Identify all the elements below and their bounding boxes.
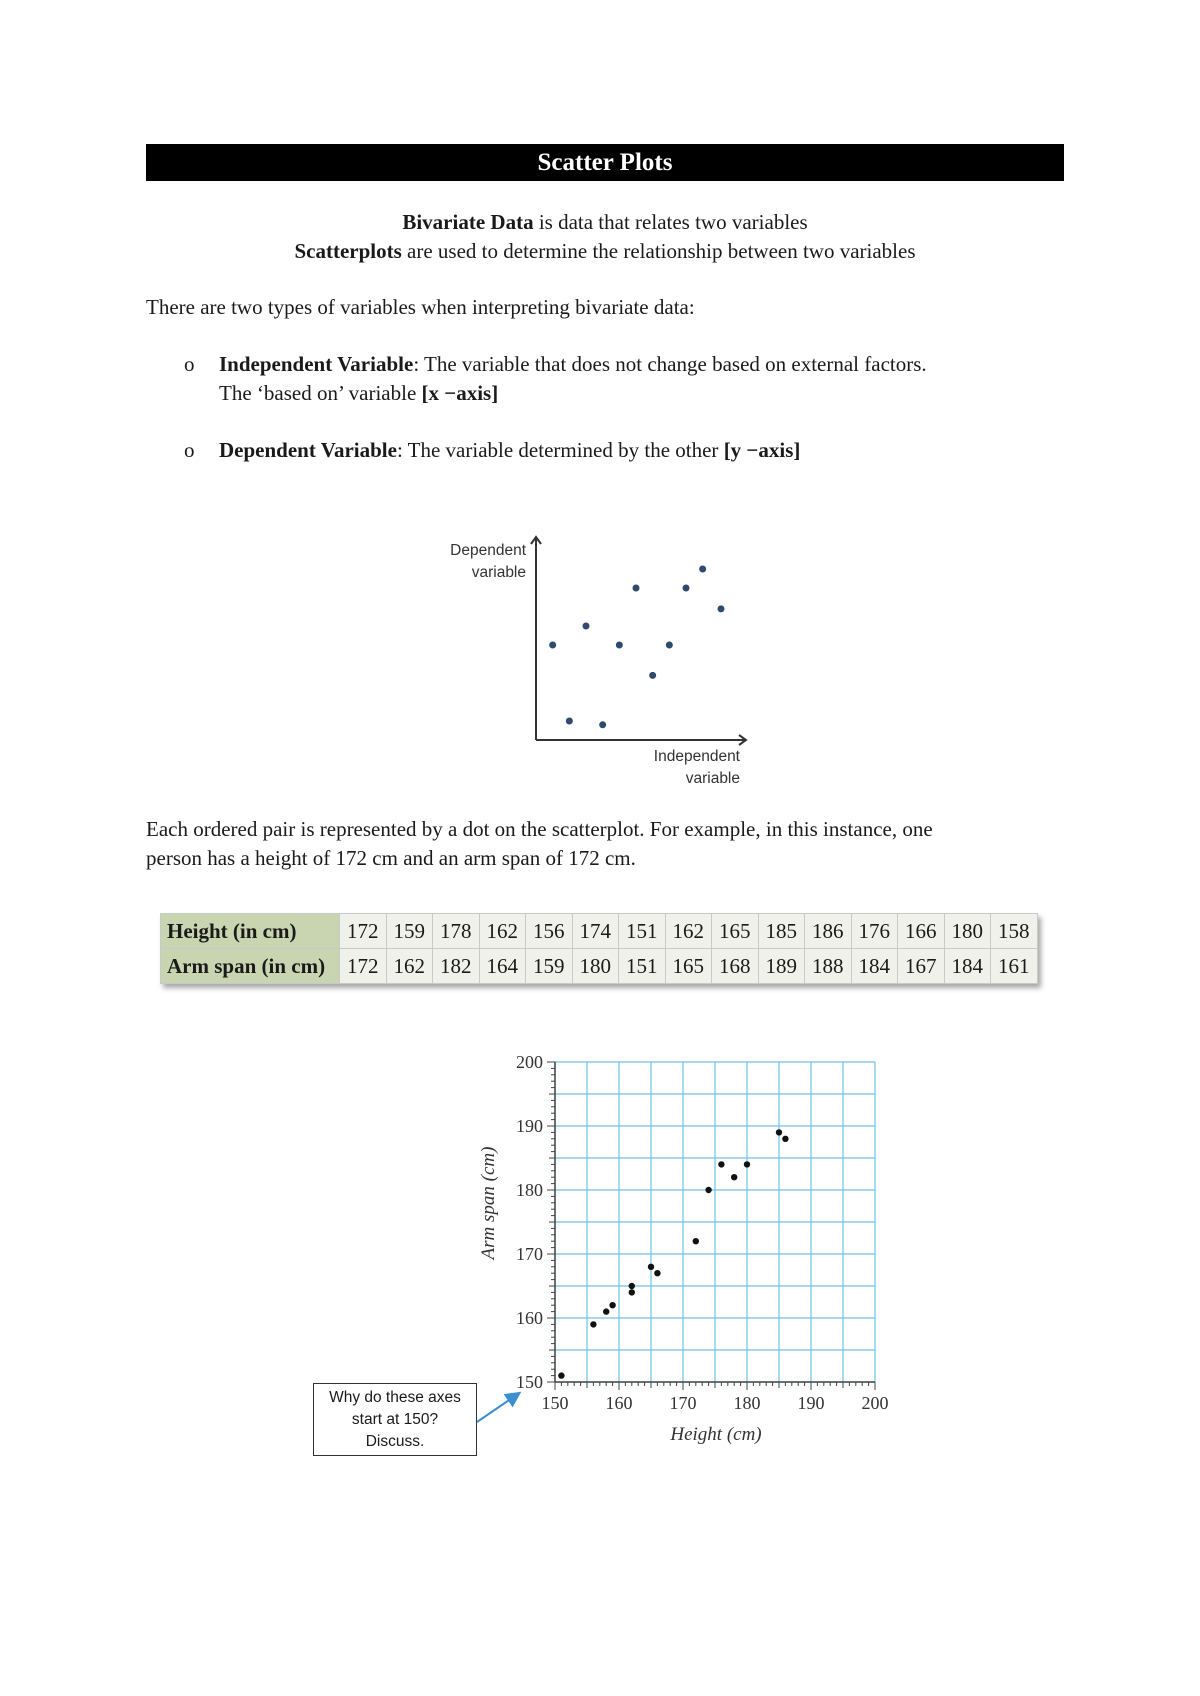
armspan-cell: 188 [805,949,852,984]
bullet-marker: o [184,438,195,462]
data-point [666,642,673,649]
data-point [609,1302,615,1308]
dependent-text: : The variable determined by the other [396,438,724,462]
callout-line-1: Why do these axes [329,1389,461,1406]
scatterplot-definition [146,237,1064,266]
y-tick-label: 150 [516,1372,543,1392]
height-cell: 158 [991,914,1038,949]
height-cell: 185 [758,914,805,949]
armspan-cell: 184 [851,949,898,984]
y-tick-label: 180 [516,1180,543,1200]
x-tick-label: 200 [861,1393,889,1413]
callout-line-3: Discuss. [365,1433,425,1450]
data-point [590,1321,596,1327]
armspan-cell: 172 [340,949,387,984]
x-axis-title-line2: variable [685,770,740,787]
height-cell: 162 [479,914,526,949]
data-point [776,1129,782,1135]
x-axis-label: [x −axis] [421,381,499,405]
height-cell: 156 [526,914,573,949]
y-axis-title-line1: Dependent [450,542,526,559]
data-point [705,1187,711,1193]
height-cell: 180 [944,914,991,949]
y-axis-label: [y −axis] [723,438,801,462]
data-point [718,1161,724,1167]
armspan-row [161,949,1038,984]
armspan-cell: 167 [898,949,945,984]
page-title: Scatter Plots [146,144,1064,181]
data-point [616,642,623,649]
independent-term: Independent Variable [219,352,414,376]
dependent-term: Dependent Variable [219,438,397,462]
height-cell: 172 [340,914,387,949]
data-point [782,1136,788,1142]
example-line-1: Each ordered pair is represented by a dot on the scatterplot. For example, in this instance, one [146,817,933,841]
height-cell: 162 [665,914,712,949]
data-point [654,1270,660,1276]
callout-line-2: start at 150? [351,1411,439,1428]
armspan-cell: 151 [619,949,666,984]
bivariate-text: is data that relates two variables [533,210,808,234]
armspan-cell: 184 [944,949,991,984]
data-point [629,1283,635,1289]
height-cell: 151 [619,914,666,949]
height-armspan-scatterplot [470,1030,910,1450]
data-point [633,585,640,592]
x-tick-label: 160 [605,1393,633,1413]
height-cell: 186 [805,914,852,949]
height-cell: 166 [898,914,945,949]
height-row-header: Height (in cm) [161,914,340,949]
independent-variable-item [219,350,1079,408]
height-armspan-table [160,913,1038,984]
data-point [603,1308,609,1314]
y-axis-title: Arm span (cm) [478,1146,499,1260]
y-tick-label: 190 [516,1116,543,1136]
armspan-cell: 164 [479,949,526,984]
intro-definitions [146,208,1064,266]
generic-scatterplot [420,525,760,795]
data-point [558,1372,564,1378]
data-point [683,585,690,592]
x-tick-label: 190 [797,1393,825,1413]
height-cell: 178 [433,914,480,949]
y-tick-label: 160 [516,1308,543,1328]
armspan-cell: 162 [386,949,433,984]
data-point [629,1289,635,1295]
height-cell: 174 [572,914,619,949]
bivariate-definition [146,208,1064,237]
data-point [549,642,556,649]
armspan-cell: 180 [572,949,619,984]
height-row [161,914,1038,949]
armspan-cell: 182 [433,949,480,984]
data-point [699,566,706,573]
armspan-cell: 168 [712,949,759,984]
y-tick-label: 200 [516,1052,543,1072]
types-intro: There are two types of variables when interpreting bivariate data: [146,295,695,319]
y-tick-label: 170 [516,1244,543,1264]
x-axis-title-line1: Independent [653,748,740,765]
data-point [744,1161,750,1167]
dependent-variable-item [219,436,1079,465]
x-tick-label: 150 [541,1393,569,1413]
data-point [731,1174,737,1180]
data-point [583,623,590,630]
bullet-marker: o [184,352,195,376]
data-point [566,718,573,725]
callout-arrow [470,1380,530,1430]
data-point [599,721,606,728]
data-point [693,1238,699,1244]
armspan-cell: 159 [526,949,573,984]
armspan-cell: 189 [758,949,805,984]
scatterplot-text: are used to determine the relationship between two variables [401,239,916,263]
independent-text: : The variable that does not change based on external factors. [413,352,927,376]
data-point [649,672,656,679]
data-point [648,1264,654,1270]
data-point [718,605,725,612]
independent-line2: The ‘based on’ variable [219,381,422,405]
armspan-row-header: Arm span (in cm) [161,949,340,984]
armspan-cell: 165 [665,949,712,984]
height-cell: 159 [386,914,433,949]
x-axis-title: Height (cm) [670,1424,762,1445]
example-paragraph [146,815,1076,873]
bivariate-term: Bivariate Data [402,210,534,234]
scatterplot-term: Scatterplots [294,239,402,263]
y-axis-title-line2: variable [471,564,526,581]
example-line-2: person has a height of 172 cm and an arm span of 172 cm. [146,846,636,870]
discussion-callout [313,1383,477,1456]
x-tick-label: 170 [669,1393,697,1413]
height-cell: 176 [851,914,898,949]
height-cell: 165 [712,914,759,949]
x-tick-label: 180 [733,1393,761,1413]
armspan-cell: 161 [991,949,1038,984]
